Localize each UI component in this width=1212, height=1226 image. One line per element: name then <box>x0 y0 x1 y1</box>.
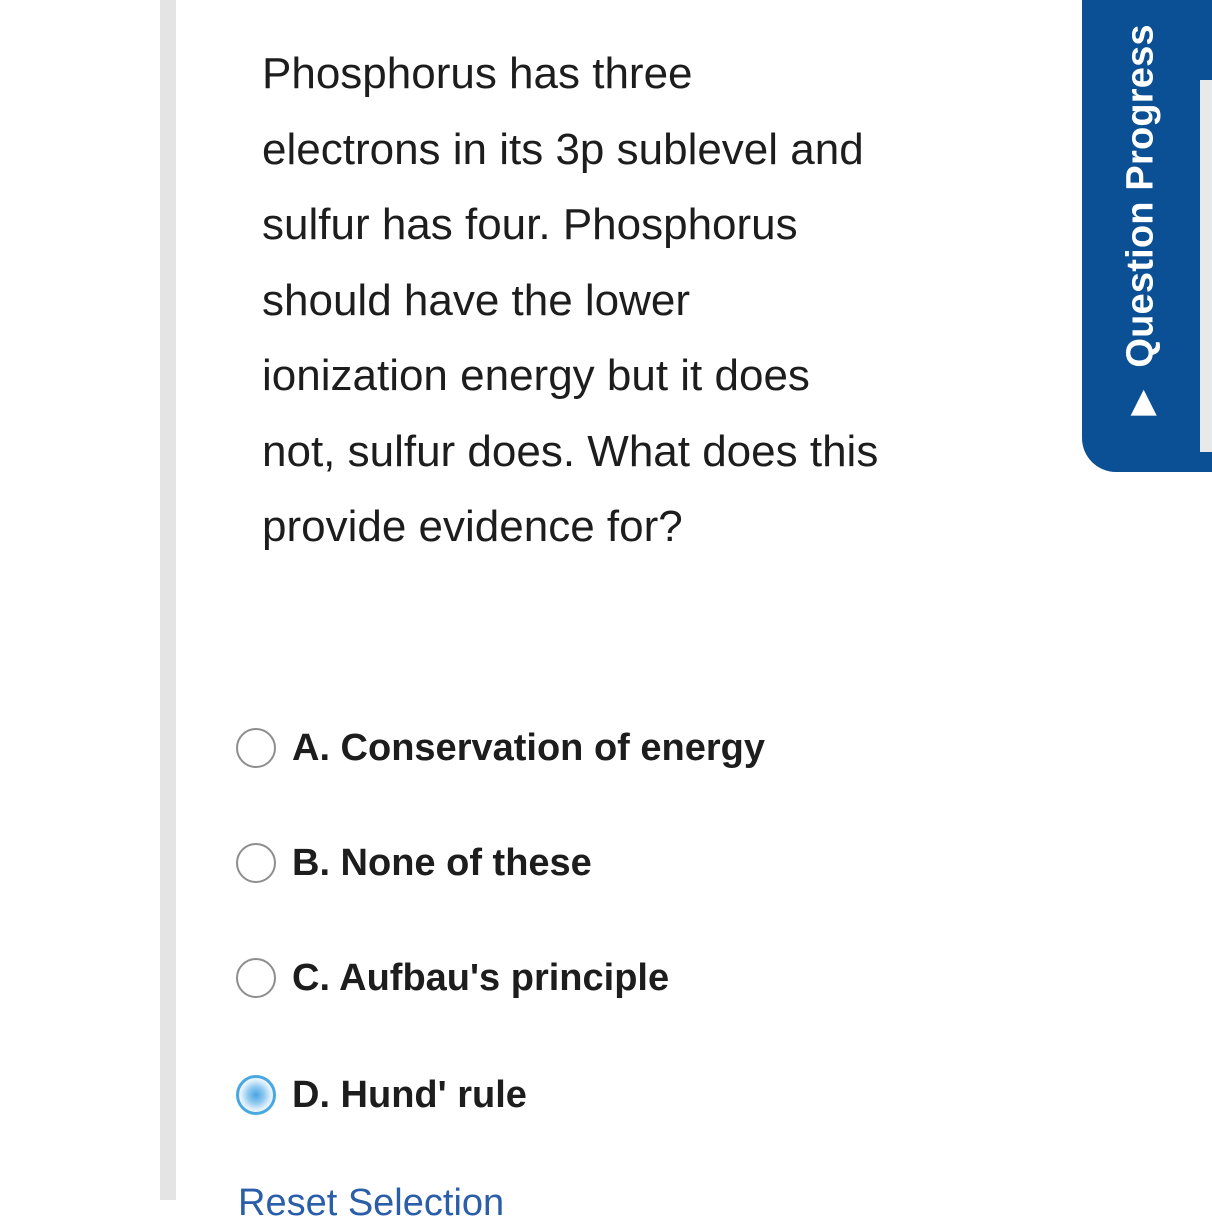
radio-button-c[interactable] <box>236 958 276 998</box>
progress-scroll-track <box>1200 80 1212 452</box>
radio-button-d-selected[interactable] <box>236 1075 276 1115</box>
question-progress-label: Question Progress <box>1119 24 1162 368</box>
left-border-rail <box>160 0 176 1200</box>
option-label: A. Conservation of energy <box>292 726 765 769</box>
option-label: C. Aufbau's principle <box>292 956 670 999</box>
reset-selection-link[interactable]: Reset Selection <box>238 1182 505 1224</box>
option-c[interactable] <box>236 950 669 1006</box>
option-label: D. Hund' rule <box>292 1073 527 1116</box>
radio-button-a[interactable] <box>236 728 276 768</box>
option-b[interactable] <box>236 835 592 891</box>
question-text: Phosphorus has three electrons in its 3p sublevel and sulfur has four. Phosphorus should have the lower ionization energy but it does not, sulfur does. What does this provide evidence for? <box>262 49 879 551</box>
option-label: B. None of these <box>292 841 592 884</box>
question-progress-label-group[interactable] <box>1120 24 1163 416</box>
radio-button-b[interactable] <box>236 843 276 883</box>
option-d[interactable] <box>236 1067 527 1123</box>
triangle-left-icon: ▶ <box>1122 389 1160 416</box>
option-a[interactable] <box>236 720 765 776</box>
